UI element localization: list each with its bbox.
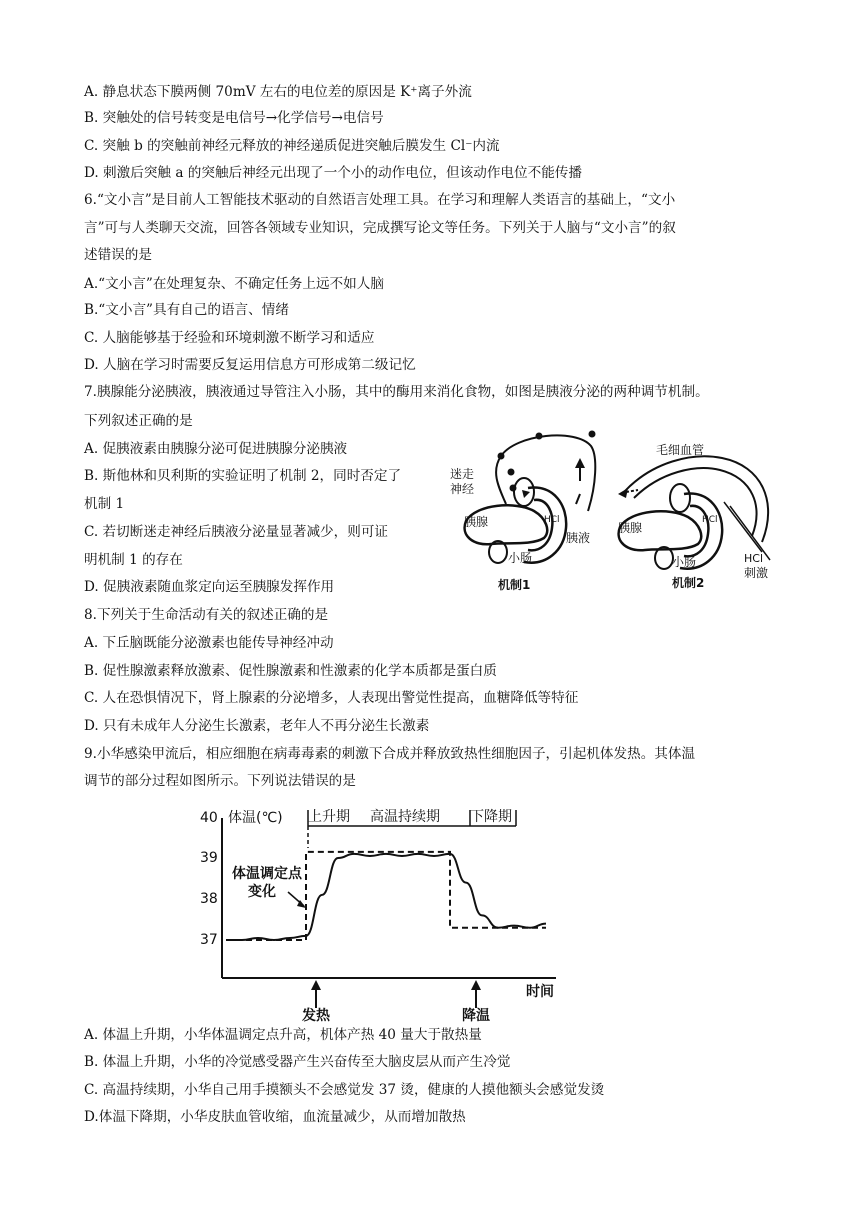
q5-option-d: D. 刺激后突触 a 的突触后神经元出现了一个小的动作电位，但该动作电位不能传播	[84, 165, 582, 181]
event-fever: 发热	[302, 1008, 330, 1022]
q9-option-d: D.体温下降期，小华皮肤血管收缩，血流量减少，从而增加散热	[84, 1109, 466, 1125]
y-tick-37: 37	[200, 932, 218, 948]
setpoint-label-2: 变化	[248, 884, 276, 900]
q8-option-d: D. 只有未成年人分泌生长激素，老年人不再分泌生长激素	[84, 718, 430, 734]
label-hcl: HCl	[544, 515, 560, 525]
label-pancreas: 胰腺	[464, 515, 489, 529]
y-tick-39: 39	[200, 850, 218, 866]
q6-option-a: A.“文小言”在处理复杂、不确定任务上远不如人脑	[84, 276, 384, 292]
q5-option-c: C. 突触 b 的突触前神经元释放的神经递质促进突触后膜发生 Cl⁻内流	[84, 138, 500, 154]
q7-option-a: A. 促胰液素由胰腺分泌可促进胰腺分泌胰液	[84, 441, 348, 457]
phase-fall: 下降期	[470, 809, 512, 825]
label-small-intestine: 小肠	[672, 555, 697, 569]
q6-stem-line-1: 6.“文小言”是目前人工智能技术驱动的自然语言处理工具。在学习和理解人类语言的基础上，“文小	[84, 192, 676, 208]
q8-stem: 8.下列关于生命活动有关的叙述正确的是	[84, 607, 329, 623]
q9-stem-line-1: 9.小华感染甲流后，相应细胞在病毒毒素的刺激下合成并释放致热性细胞因子，引起机体发热。其体温	[84, 746, 696, 762]
q9-option-c: C. 高温持续期，小华自己用手摸额头不会感觉发 37 烫，健康的人摸他额头会感觉发烫	[84, 1082, 605, 1098]
y-tick-38: 38	[200, 891, 218, 907]
label-capillary: 毛细血管	[656, 443, 705, 457]
label-hcl-stimulus-2: 刺激	[744, 566, 769, 580]
q5-option-b: B. 突触处的信号转变是电信号→化学信号→电信号	[84, 110, 384, 126]
body-temperature-chart	[196, 796, 576, 1022]
y-axis-title: 体温(℃)	[228, 810, 283, 826]
q9-option-b: B. 体温上升期，小华的冷觉感受器产生兴奋传至大脑皮层从而产生冷觉	[84, 1054, 511, 1070]
q9-stem-line-2: 调节的部分过程如图所示。下列说法错误的是	[84, 773, 356, 789]
q8-option-b: B. 促性腺激素释放激素、促性腺激素和性激素的化学本质都是蛋白质	[84, 663, 497, 679]
phase-high: 高温持续期	[370, 809, 440, 825]
q7-option-c-line-1: C. 若切断迷走神经后胰液分泌量显著减少，则可证	[84, 524, 389, 540]
x-axis-label: 时间	[526, 984, 554, 1000]
label-hcl-stimulus-1: HCl	[744, 552, 764, 565]
label-pancreas: 胰腺	[618, 521, 643, 535]
q6-stem-line-2: 言”可与人类聊天交流，回答各领域专业知识，完成撰写论文等任务。下列关于人脑与“文小言”的叙	[84, 220, 676, 236]
q8-option-a: A. 下丘脑既能分泌激素也能传导神经冲动	[84, 635, 334, 651]
caption-mechanism-1: 机制1	[498, 578, 531, 592]
mechanism-2-diagram	[612, 432, 802, 596]
q5-option-a: A. 静息状态下膜两侧 70mV 左右的电位差的原因是 K⁺离子外流	[84, 84, 472, 100]
q6-stem-line-3: 述错误的是	[84, 247, 152, 263]
q8-option-c: C. 人在恐惧情况下，肾上腺素的分泌增多，人表现出警觉性提高，血糖降低等特征	[84, 690, 579, 706]
q7-option-c-line-2: 明机制 1 的存在	[84, 552, 183, 568]
label-pancreatic-juice: 胰液	[566, 531, 591, 545]
q6-option-c: C. 人脑能够基于经验和环境刺激不断学习和适应	[84, 330, 375, 346]
q7-stem-line-2: 下列叙述正确的是	[84, 413, 193, 429]
label-vagus-nerve-1: 迷走	[450, 467, 475, 481]
q7-option-d: D. 促胰液素随血浆定向运至胰腺发挥作用	[84, 579, 335, 595]
label-vagus-nerve-2: 神经	[450, 482, 475, 496]
y-tick-40: 40	[200, 810, 218, 826]
q7-option-b-line-1: B. 斯他林和贝利斯的实验证明了机制 2，同时否定了	[84, 468, 402, 484]
q7-stem-line-1: 7.胰腺能分泌胰液，胰液通过导管注入小肠，其中的酶用来消化食物，如图是胰液分泌的两种调节机制。	[84, 384, 709, 400]
label-hcl-inner: HCl	[702, 515, 718, 525]
q6-option-d: D. 人脑在学习时需要反复运用信息方可形成第二级记忆	[84, 357, 416, 373]
setpoint-label-1: 体温调定点	[232, 866, 302, 882]
phase-rise: 上升期	[308, 809, 350, 825]
q6-option-b: B.“文小言”具有自己的语言、情绪	[84, 302, 289, 318]
event-cool: 降温	[462, 1008, 490, 1022]
q9-option-a: A. 体温上升期，小华体温调定点升高，机体产热 40 量大于散热量	[84, 1027, 482, 1043]
mechanism-1-diagram	[436, 426, 626, 596]
caption-mechanism-2: 机制2	[672, 576, 705, 590]
q7-option-b-line-2: 机制 1	[84, 496, 125, 512]
label-small-intestine: 小肠	[508, 551, 533, 565]
